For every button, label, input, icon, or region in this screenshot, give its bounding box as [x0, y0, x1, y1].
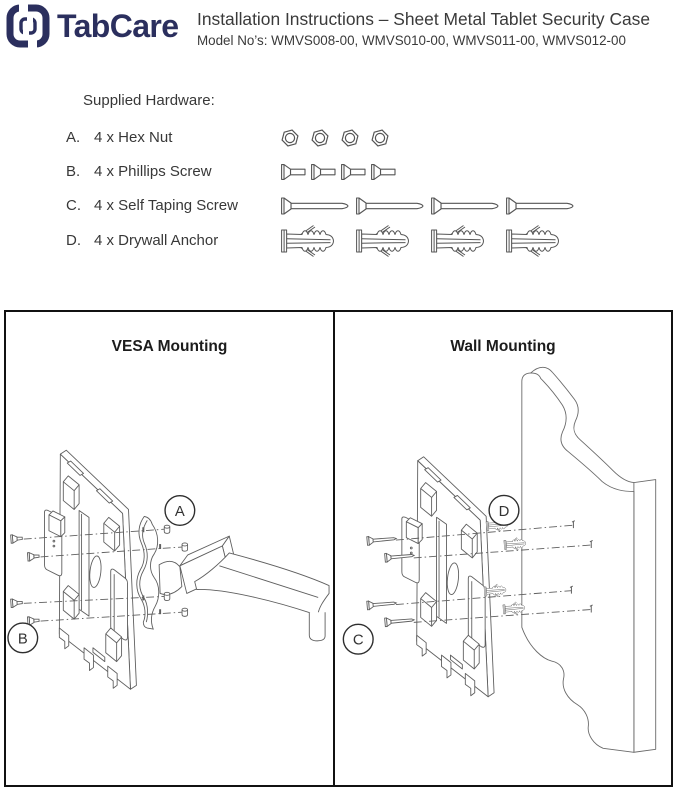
- self-taping-screw-icon: [431, 196, 499, 216]
- drywall-anchor-icon: [506, 223, 573, 259]
- item-letter: B.: [66, 163, 81, 180]
- monitor-arm: [159, 536, 329, 641]
- wall-section: [522, 367, 656, 752]
- callout-letter-a: A: [174, 503, 185, 520]
- hardware-item-drywall-anchor: [66, 223, 679, 258]
- model-numbers: Model No’s: WMVS008-00, WMVS010-00, WMVS011-00, WMVS012-00: [197, 33, 626, 48]
- phillips-screw-icon: [11, 534, 23, 543]
- drywall-anchor-icon: [431, 223, 498, 259]
- callout-hex-nut: [165, 496, 195, 526]
- self-taping-screw-icon: [281, 196, 349, 216]
- phillips-screw-icons: [281, 154, 396, 189]
- mounting-panels: [4, 310, 673, 787]
- hardware-item-hex-nut: [66, 120, 679, 155]
- vesa-adapter-plate: [137, 516, 159, 629]
- item-letter: D.: [66, 232, 81, 249]
- item-label: 4 x Phillips Screw: [94, 163, 212, 180]
- self-taping-screw-icon: [385, 616, 415, 627]
- callout-letter-d: D: [498, 503, 510, 520]
- brand-name: TabCare: [57, 7, 179, 44]
- hex-nut-icon: [281, 129, 299, 147]
- callout-phillips-screw: [8, 623, 38, 653]
- callout-letter-b: B: [17, 631, 28, 648]
- hex-nut-icon: [164, 525, 170, 533]
- wall-panel-title: Wall Mounting: [450, 338, 556, 355]
- item-label: 4 x Self Taping Screw: [94, 197, 238, 214]
- self-taping-screw-icon: [367, 599, 397, 610]
- vesa-mounting-panel: [4, 310, 335, 787]
- hex-nut-icon: [311, 129, 329, 147]
- vesa-mounting-diagram: [6, 312, 333, 785]
- self-taping-screw-icons: [281, 188, 574, 223]
- wall-mounting-diagram: [335, 312, 671, 785]
- phillips-screw-icon: [27, 552, 39, 561]
- hex-nut-icon: [182, 608, 188, 616]
- security-case-bracket: [402, 457, 494, 697]
- phillips-screw-icon: [341, 164, 366, 180]
- hex-nut-icons: [281, 120, 389, 155]
- self-taping-screw-icon: [367, 534, 397, 545]
- item-letter: C.: [66, 197, 81, 214]
- vesa-panel-title: VESA Mounting: [111, 338, 228, 355]
- drywall-anchor-icons: [281, 223, 573, 258]
- hardware-item-self-taping-screw: [66, 188, 679, 223]
- phillips-screw-icon: [281, 164, 306, 180]
- hex-nut-icon: [371, 129, 389, 147]
- self-taping-screw-icon: [506, 196, 574, 216]
- phillips-screw-icon: [371, 164, 396, 180]
- callout-drywall-anchor: [489, 495, 519, 525]
- title-block: [197, 9, 677, 48]
- hex-nut-icon: [182, 543, 188, 551]
- hardware-item-phillips-screw: [66, 154, 679, 189]
- hardware-heading: Supplied Hardware:: [83, 92, 215, 109]
- phillips-screw-icon: [311, 164, 336, 180]
- wall-mounting-panel: [335, 310, 673, 787]
- tabcare-logo: [6, 4, 178, 48]
- callout-letter-c: C: [352, 632, 364, 649]
- item-label: 4 x Hex Nut: [94, 129, 173, 146]
- drywall-anchor-icon: [281, 223, 348, 259]
- self-taping-screw-icon: [356, 196, 424, 216]
- page-title: Installation Instructions – Sheet Metal Tablet Security Case: [197, 9, 651, 29]
- hex-nut-icon: [164, 592, 170, 600]
- callout-self-taping-screw: [343, 624, 373, 654]
- item-label: 4 x Drywall Anchor: [94, 232, 219, 249]
- drywall-anchor-icon: [356, 223, 423, 259]
- phillips-screw-icon: [11, 598, 23, 607]
- security-case-bracket: [44, 450, 136, 689]
- tabcare-logo-icon: [6, 4, 50, 48]
- item-letter: A.: [66, 129, 81, 146]
- hex-nut-icon: [341, 129, 359, 147]
